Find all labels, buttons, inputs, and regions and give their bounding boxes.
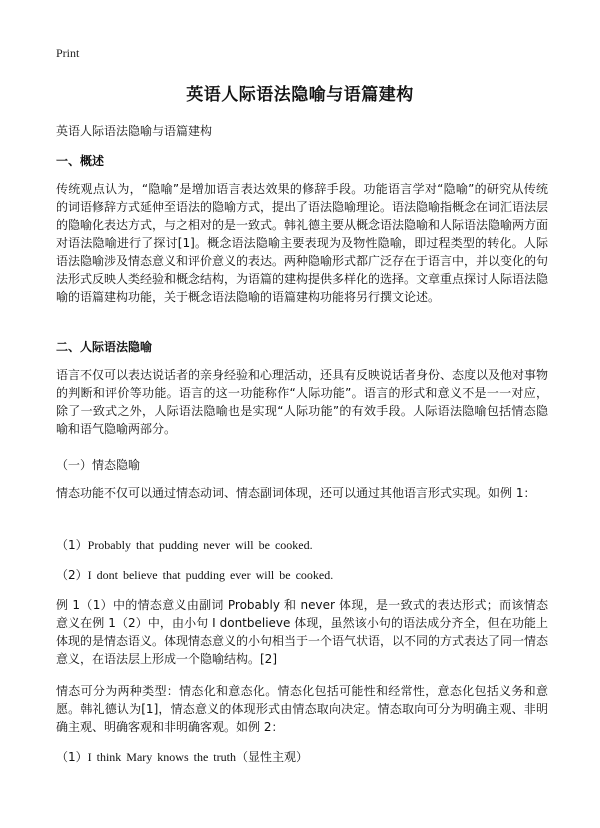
section-2-paragraph-4: 情态可分为两种类型：情态化和意态化。情态化包括可能性和经常性，意态化包括义务和意愿。韩礼德认为[1]，情态意义的体现形式由情态取向决定。情态取向可分为明确主观、非明确主观、明确客观和非明确客观。如例 2：	[56, 684, 548, 734]
example-1-2	[56, 566, 333, 583]
example-text: I dont believe that pudding ever will be cooked.	[87, 568, 334, 582]
page-title: 英语人际语法隐喻与语篇建构	[186, 85, 414, 105]
example-text: I think Mary knows the truth（显性主观）	[87, 750, 308, 764]
example-text: Probably that pudding never will be cooked.	[87, 538, 313, 552]
example-number: （2）	[56, 568, 88, 582]
section-2-heading: 二、人际语法隐喻	[56, 340, 153, 354]
example-number: （1）	[56, 750, 88, 764]
section-1-paragraph: 传统观点认为，“隐喻”是增加语言表达效果的修辞手段。功能语言学对“隐喻”的研究从传统的词语修辞方式延伸至语法的隐喻方式，提出了语法隐喻理论。语法隐喻指概念在词汇语法层的隐喻化表达方式，与之相对的是一致式。韩礼德主要从概念语法隐喻和人际语法隐喻两方面对语法隐喻进行了探讨[1]。概念语法隐喻主要表现为及物性隐喻，即过程类型的转化。人际语法隐喻涉及情态意义和评价意义的表达。两种隐喻形式都广泛存在于语言中，并以变化的句法形式反映人类经验和概念结构，为语篇的建构提供多样化的选择。文章重点探讨人际语法隐喻的语篇建构功能，关于概念语法隐喻的语篇建构功能将另行撰文论述。	[56, 182, 549, 304]
example-2-1	[56, 748, 308, 765]
example-number: （1）	[56, 538, 88, 552]
section-1-heading: 一、概述	[56, 154, 105, 168]
example-1-1	[56, 536, 313, 553]
subsection-modal-metaphor: （一）情态隐喻	[56, 458, 141, 472]
section-2-paragraph-3: 例 1（1）中的情态意义由副词 Probably 和 never 体现，是一致式的表达形式；而该情态意义在例 1（2）中，由小句 I dontbelieve 体现，虽然该小句的语法成分齐全，但在功能上体现的是情态语义。体现情态意义的小句相当于一个语气状语，以不同的方式表达了同一情态意义，在语法层上形成一个隐喻结构。[2]	[56, 598, 549, 666]
print-link[interactable]: Print	[56, 46, 80, 60]
section-2-paragraph-2: 情态功能不仅可以通过情态动词、情态副词体现，还可以通过其他语言形式实现。如例 1：	[56, 486, 536, 500]
section-2-paragraph: 语言不仅可以表达说话者的亲身经验和心理活动，还具有反映说话者身份、态度以及他对事物的判断和评价等功能。语言的这一功能称作“人际功能”。语言的形式和意义不是一一对应，除了一致式之外，人际语法隐喻也是实现“人际功能”的有效手段。人际语法隐喻包括情态隐喻和语气隐喻两部分。	[56, 368, 549, 436]
page-subtitle: 英语人际语法隐喻与语篇建构	[56, 124, 213, 138]
